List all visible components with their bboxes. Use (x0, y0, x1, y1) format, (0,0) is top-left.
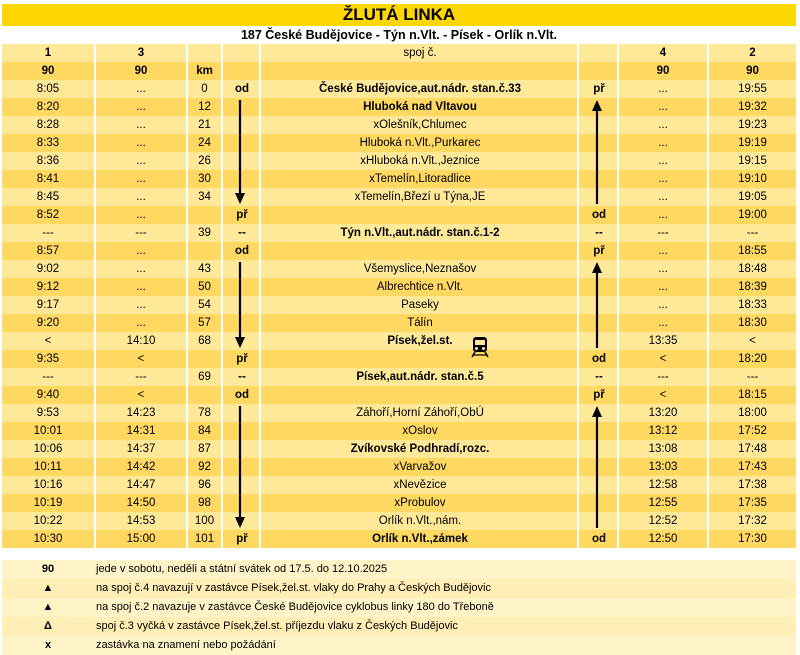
time-spoj-1: 10:11 (34, 461, 62, 473)
time-spoj-1: 8:57 (36, 245, 60, 257)
table-row (2, 278, 796, 296)
time-spoj-3: ... (136, 83, 146, 95)
km-value: 98 (198, 497, 211, 509)
table-row (2, 404, 796, 422)
marker-left (223, 188, 261, 206)
time-spoj-1: 8:41 (36, 173, 60, 185)
stop-name: xVarvažov (393, 461, 447, 473)
table-row (2, 422, 796, 440)
stop-name: Paseky (401, 299, 439, 311)
time-spoj-3: < (137, 389, 145, 401)
marker-left (223, 170, 261, 188)
time-spoj-4: --- (657, 371, 669, 383)
time-spoj-4: 13:08 (648, 443, 678, 455)
time-spoj-4: ... (658, 245, 668, 257)
stop-name: Zvíkovské Podhradí,rozc. (350, 443, 490, 455)
time-spoj-4: ... (658, 101, 668, 113)
header-row-spoj (2, 44, 796, 62)
stop-name (261, 386, 579, 404)
time-spoj-1: 10:06 (33, 443, 63, 455)
time-spoj-3: 14:53 (126, 515, 156, 527)
time-spoj-2: 18:33 (738, 299, 767, 311)
marker-left (223, 152, 261, 170)
time-spoj-2: 18:15 (738, 389, 767, 401)
time-spoj-3: 14:50 (126, 497, 156, 509)
marker-left (223, 458, 261, 476)
marker-right (579, 188, 619, 206)
stop-name: xHluboká n.Vlt.,Jeznice (360, 155, 480, 167)
km-value: 21 (198, 119, 211, 131)
column-divider (259, 44, 261, 556)
time-spoj-1: --- (42, 371, 54, 383)
time-spoj-1: --- (42, 227, 54, 239)
time-spoj-4: ... (658, 317, 668, 329)
spoj-label: spoj č. (403, 47, 437, 59)
table-row (2, 188, 796, 206)
time-spoj-4: --- (657, 227, 669, 239)
marker-right (579, 260, 619, 278)
marker-left (223, 440, 261, 458)
legend-item (2, 598, 796, 617)
time-spoj-1: 9:12 (36, 281, 60, 293)
time-spoj-2: 19:15 (738, 155, 767, 167)
legend-item (2, 560, 796, 579)
time-spoj-4: ... (658, 263, 668, 275)
stop-name: Písek,aut.nádr. stan.č.5 (356, 371, 484, 383)
km-value: 96 (198, 479, 211, 491)
time-spoj-4: 12:58 (648, 479, 678, 491)
time-spoj-1: 8:05 (36, 83, 60, 95)
stop-name: Týn n.Vlt.,aut.nádr. stan.č.1-2 (340, 227, 500, 239)
stop-name: Hluboká nad Vltavou (363, 101, 477, 113)
table-row (2, 332, 796, 350)
time-spoj-3: ... (136, 155, 146, 167)
km-value: 24 (198, 137, 211, 149)
table-row (2, 206, 796, 224)
time-spoj-4: ... (658, 137, 668, 149)
marker-right: př (593, 245, 605, 257)
column-divider (617, 44, 619, 556)
time-spoj-4: 13:20 (648, 407, 678, 419)
km-value: 26 (198, 155, 211, 167)
time-spoj-3: ... (136, 245, 146, 257)
marker-right (579, 440, 619, 458)
table-row (2, 494, 796, 512)
table-row (2, 134, 796, 152)
marker-right (579, 404, 619, 422)
time-spoj-2: 17:38 (738, 479, 767, 491)
time-spoj-3: --- (135, 227, 147, 239)
time-spoj-3: --- (135, 371, 147, 383)
marker-right: př (593, 389, 605, 401)
marker-right (579, 512, 619, 530)
time-spoj-1: 8:20 (36, 101, 60, 113)
time-spoj-2: 17:52 (738, 425, 767, 437)
spoj-4: 4 (659, 47, 667, 59)
time-spoj-3: ... (136, 173, 146, 185)
stop-name: Orlík n.Vlt.,zámek (372, 533, 468, 545)
time-spoj-2: 17:43 (738, 461, 767, 473)
marker-right: -- (595, 371, 603, 383)
marker-right (579, 494, 619, 512)
marker-left (223, 404, 261, 422)
time-spoj-1: 9:53 (36, 407, 60, 419)
time-spoj-2: 19:19 (738, 137, 767, 149)
marker-right (579, 458, 619, 476)
time-spoj-3: 14:47 (126, 479, 156, 491)
time-spoj-4: < (659, 353, 667, 365)
time-spoj-3: ... (136, 299, 146, 311)
time-spoj-3: 14:31 (126, 425, 156, 437)
time-spoj-1: < (44, 335, 52, 347)
time-spoj-4: ... (658, 83, 668, 95)
stop-name: xNevězice (393, 479, 447, 491)
marker-left: př (236, 353, 248, 365)
time-spoj-2: 19:00 (738, 209, 767, 221)
km-value: 84 (198, 425, 211, 437)
marker-right (579, 170, 619, 188)
marker-right (579, 278, 619, 296)
time-spoj-1: 9:20 (36, 317, 60, 329)
legend-symbol: 90 (41, 563, 55, 575)
marker-left: od (234, 245, 250, 257)
line-subtitle: 187 České Budějovice - Týn n.Vlt. - Písek - Orlík n.Vlt. (2, 26, 796, 44)
marker-left (223, 98, 261, 116)
time-spoj-1: 8:33 (36, 137, 60, 149)
stop-name: xTemelín,Litoradlice (369, 173, 471, 185)
time-spoj-1: 9:02 (36, 263, 60, 275)
stop-name: Orlík n.Vlt.,nám. (378, 515, 462, 527)
marker-right (579, 296, 619, 314)
time-spoj-4: ... (658, 209, 668, 221)
table-row (2, 350, 796, 368)
stop-name: Tálín (407, 317, 433, 329)
time-spoj-2: 18:20 (738, 353, 767, 365)
time-spoj-2: 17:48 (738, 443, 767, 455)
table-row (2, 80, 796, 98)
legend-text: spoj č.3 vyčká v zastávce Písek,žel.st. příjezdu vlaku z Českých Budějovic (96, 620, 458, 632)
marker-left (223, 134, 261, 152)
time-spoj-2: 19:10 (738, 173, 767, 185)
marker-right: od (591, 353, 607, 365)
time-spoj-3: ... (136, 281, 146, 293)
marker-right (579, 422, 619, 440)
train-icon (470, 336, 490, 358)
page-title: ŽLUTÁ LINKA (2, 4, 796, 26)
table-row (2, 116, 796, 134)
time-spoj-3: ... (136, 209, 146, 221)
time-spoj-2: 17:35 (738, 497, 767, 509)
column-divider (94, 44, 96, 556)
time-spoj-4: ... (658, 173, 668, 185)
km-value (188, 386, 221, 404)
table-row (2, 440, 796, 458)
stop-name: xOslov (402, 425, 438, 437)
time-spoj-1: 9:40 (36, 389, 60, 401)
marker-left (223, 116, 261, 134)
time-spoj-2: 18:55 (738, 245, 767, 257)
time-spoj-3: ... (136, 317, 146, 329)
marker-left (223, 278, 261, 296)
time-spoj-2: 18:30 (738, 317, 767, 329)
time-spoj-4: ... (658, 155, 668, 167)
time-spoj-1: 9:17 (36, 299, 60, 311)
time-spoj-2: < (749, 335, 756, 347)
km-label: km (196, 65, 213, 77)
spoj-1: 1 (44, 47, 52, 59)
table-row (2, 476, 796, 494)
legend-text: na spoj č.4 navazují v zastávce Písek,žel.st. vlaky do Prahy a Českých Budějovic (96, 582, 491, 594)
legend-item (2, 617, 796, 636)
time-spoj-2: 17:30 (738, 533, 767, 545)
table-row (2, 530, 796, 548)
km-value: 12 (198, 101, 211, 113)
time-spoj-4: 12:50 (648, 533, 678, 545)
legend-text: jede v sobotu, neděli a státní svátek od 17.5. do 12.10.2025 (96, 563, 388, 575)
table-row (2, 368, 796, 386)
stop-name: Všemyslice,Neznašov (363, 263, 477, 275)
marker-right (579, 152, 619, 170)
marker-left: př (236, 533, 248, 545)
column-divider (186, 44, 188, 556)
table-row (2, 458, 796, 476)
time-spoj-1: 10:16 (33, 479, 63, 491)
legend-symbol: ▲ (42, 582, 54, 594)
marker-right (579, 476, 619, 494)
km-value: 68 (198, 335, 211, 347)
time-spoj-4: 12:55 (648, 497, 678, 509)
marker-right: -- (595, 227, 603, 239)
legend-symbol: x (44, 639, 52, 651)
table-row (2, 512, 796, 530)
stop-name: xOlešník,Chlumec (373, 119, 467, 131)
marker-left (223, 476, 261, 494)
time-spoj-1: 10:22 (33, 515, 63, 527)
km-value: 30 (198, 173, 211, 185)
spoj-2: 2 (749, 47, 756, 59)
time-spoj-2: 19:55 (738, 83, 767, 95)
stop-name: České Budějovice,aut.nádr. stan.č.33 (319, 83, 521, 95)
km-value: 50 (198, 281, 211, 293)
stop-name: xTemelín,Březí u Týna,JE (354, 191, 486, 203)
time-spoj-1: 10:19 (33, 497, 63, 509)
km-value: 101 (194, 533, 215, 545)
marker-right (579, 116, 619, 134)
time-spoj-1: 8:52 (36, 209, 60, 221)
time-spoj-3: ... (136, 191, 146, 203)
time-spoj-3: 14:10 (126, 335, 156, 347)
marker-right: od (591, 209, 607, 221)
marker-left (223, 314, 261, 332)
time-spoj-4: ... (658, 299, 668, 311)
km-value (188, 206, 221, 224)
table-row (2, 170, 796, 188)
time-spoj-4: 12:52 (648, 515, 678, 527)
km-value: 57 (198, 317, 211, 329)
time-spoj-3: 15:00 (126, 533, 156, 545)
km-value (188, 350, 221, 368)
column-divider (221, 44, 223, 556)
km-value: 87 (198, 443, 211, 455)
legend-text: na spoj č.2 navazuje v zastávce České Budějovice cyklobus linky 180 do Třeboně (96, 601, 494, 613)
time-spoj-3: 14:23 (126, 407, 156, 419)
time-spoj-4: 13:03 (648, 461, 678, 473)
time-spoj-4: 13:35 (648, 335, 678, 347)
km-value: 34 (198, 191, 211, 203)
time-spoj-4: ... (658, 191, 668, 203)
legend-item (2, 579, 796, 598)
time-spoj-3: < (137, 353, 145, 365)
time-spoj-4: ... (658, 281, 668, 293)
time-spoj-2: --- (746, 227, 759, 239)
marker-left: př (236, 209, 248, 221)
marker-left (223, 494, 261, 512)
table-row (2, 260, 796, 278)
stop-name (261, 242, 579, 260)
legend-text: zastávka na znamení nebo požádání (96, 639, 276, 651)
time-spoj-1: 8:28 (36, 119, 60, 131)
time-spoj-1: 8:45 (36, 191, 60, 203)
marker-left: od (234, 389, 250, 401)
time-spoj-4: 13:12 (648, 425, 678, 437)
km-value: 69 (198, 371, 211, 383)
stop-name (261, 350, 579, 368)
stop-name (261, 206, 579, 224)
km-value: 92 (198, 461, 211, 473)
time-spoj-2: 19:05 (738, 191, 767, 203)
time-spoj-1: 10:30 (33, 533, 63, 545)
marker-right: př (593, 83, 605, 95)
stop-name: Hluboká n.Vlt.,Purkarec (359, 137, 481, 149)
time-spoj-1: 10:01 (33, 425, 63, 437)
header-row-notes (2, 62, 796, 80)
marker-left (223, 512, 261, 530)
marker-left: -- (238, 371, 246, 383)
marker-left: -- (238, 227, 246, 239)
km-value: 43 (198, 263, 211, 275)
km-value: 100 (194, 515, 215, 527)
time-spoj-3: ... (136, 101, 146, 113)
marker-right (579, 314, 619, 332)
km-value: 78 (198, 407, 211, 419)
stop-name: xProbulov (394, 497, 446, 509)
column-divider (707, 44, 709, 556)
marker-right (579, 332, 619, 350)
km-value: 0 (201, 83, 208, 95)
time-spoj-2: 17:32 (738, 515, 767, 527)
marker-right (579, 134, 619, 152)
km-value: 39 (198, 227, 211, 239)
marker-left (223, 422, 261, 440)
time-spoj-4: < (659, 389, 667, 401)
table-row (2, 152, 796, 170)
column-divider (577, 44, 579, 556)
marker-left: od (234, 83, 250, 95)
stop-name: Albrechtice n.Vlt. (376, 281, 464, 293)
time-spoj-3: ... (136, 119, 146, 131)
time-spoj-2: 18:00 (738, 407, 767, 419)
time-spoj-1: 8:36 (36, 155, 60, 167)
legend-symbol: ▲ (42, 601, 54, 613)
km-value: 54 (198, 299, 211, 311)
time-spoj-2: 18:39 (738, 281, 767, 293)
table-row (2, 296, 796, 314)
marker-left (223, 332, 261, 350)
time-spoj-3: 14:42 (126, 461, 156, 473)
time-spoj-4: ... (658, 119, 668, 131)
time-spoj-3: ... (136, 263, 146, 275)
time-spoj-2: 19:23 (738, 119, 767, 131)
time-spoj-2: 19:32 (738, 101, 767, 113)
stop-name: Záhoří,Horní Záhoří,ObÚ (356, 407, 484, 419)
table-row (2, 386, 796, 404)
legend-symbol: Δ (44, 620, 52, 632)
stop-name: Písek,žel.st. (387, 335, 453, 347)
marker-right (579, 98, 619, 116)
time-spoj-3: ... (136, 137, 146, 149)
marker-left (223, 296, 261, 314)
km-value (188, 242, 221, 260)
time-spoj-2: --- (746, 371, 759, 383)
note-4: 90 (656, 65, 670, 77)
marker-right: od (591, 533, 607, 545)
marker-left (223, 260, 261, 278)
table-row (2, 314, 796, 332)
time-spoj-1: 9:35 (36, 353, 60, 365)
note-2: 90 (746, 65, 759, 77)
table-row (2, 242, 796, 260)
table-row (2, 98, 796, 116)
time-spoj-2: 18:48 (738, 263, 767, 275)
time-spoj-3: 14:37 (126, 443, 156, 455)
table-row (2, 224, 796, 242)
note-3: 90 (134, 65, 148, 77)
spoj-3: 3 (137, 47, 145, 59)
note-1: 90 (41, 65, 55, 77)
legend-item (2, 636, 796, 655)
